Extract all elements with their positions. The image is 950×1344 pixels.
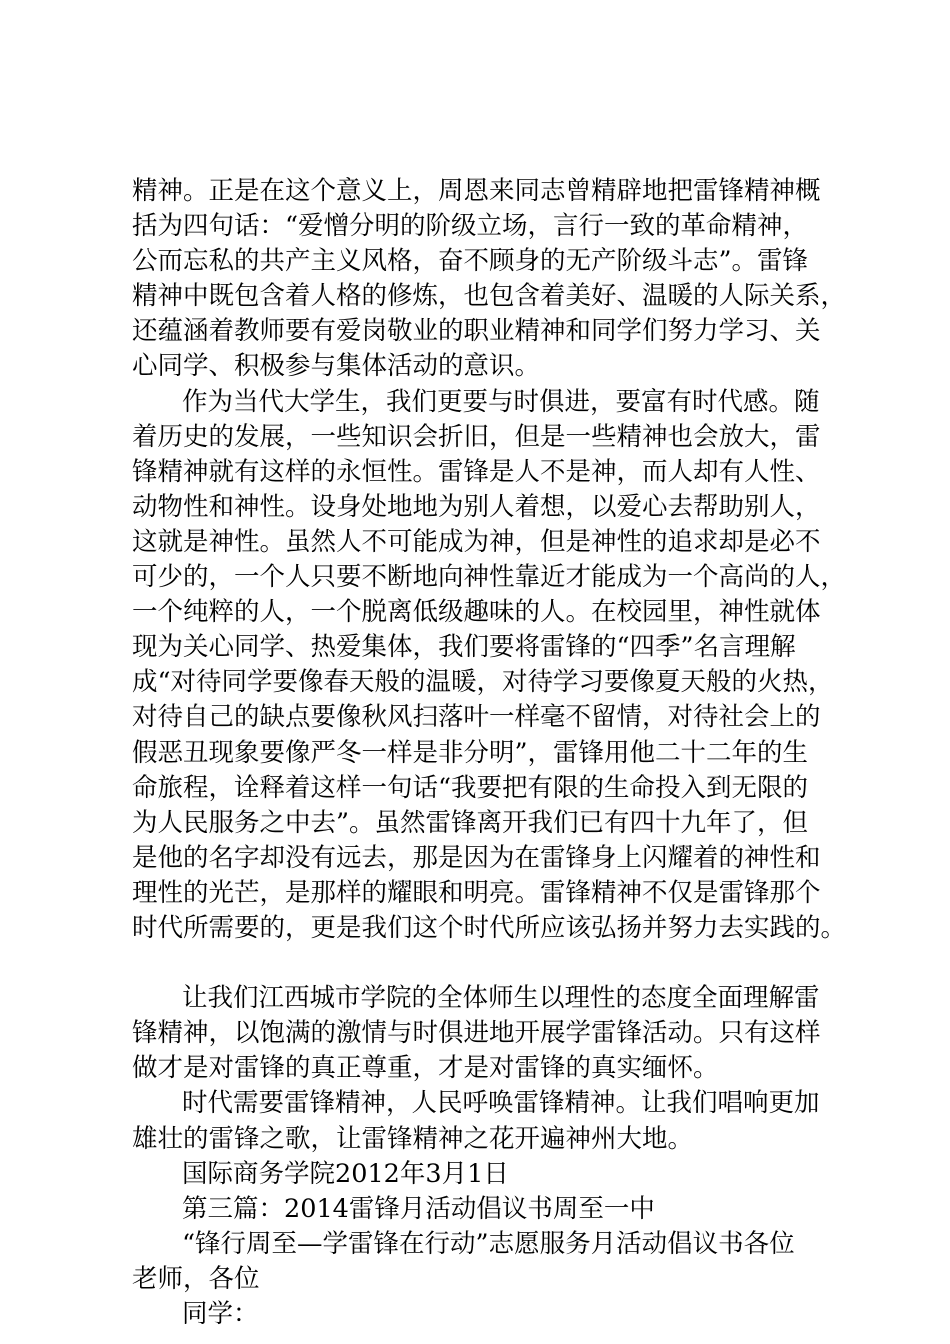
text-line: 理性的光芒，是那样的耀眼和明亮。雷锋精神不仅是雷锋那个 bbox=[132, 877, 821, 908]
text-line: 这就是神性。虽然人不可能成为神，但是神性的追求却是必不 bbox=[132, 526, 821, 557]
text-line: 动物性和神性。设身处地地为别人着想，以爱心去帮助别人， bbox=[132, 491, 821, 522]
text-line: 括为四句话：“爱憎分明的阶级立场，言行一致的革命精神， bbox=[132, 211, 809, 242]
paragraph-3 bbox=[132, 981, 852, 1086]
text-line: 心同学、积极参与集体活动的意识。 bbox=[132, 351, 541, 382]
paragraph-spacer bbox=[132, 946, 852, 981]
text-line: 公而忘私的共产主义风格，奋不顾身的无产阶级斗志”。雷锋 bbox=[132, 246, 809, 277]
section-heading: 第三篇：2014雷锋月活动倡议书周至一中 bbox=[182, 1193, 655, 1224]
text-line: 让我们江西城市学院的全体师生以理性的态度全面理解雷 bbox=[182, 983, 820, 1014]
text-line: “锋行周至—学雷锋在行动”志愿服务月活动倡议书各位 bbox=[182, 1228, 795, 1259]
paragraph-5 bbox=[132, 1227, 852, 1297]
text-line: 可少的，一个人只要不断地向神性靠近才能成为一个高尚的人， bbox=[132, 562, 847, 593]
text-line: 锋精神，以饱满的激情与时俱进地开展学雷锋活动。只有这样 bbox=[132, 1018, 821, 1049]
text-line: 对待自己的缺点要像秋风扫落叶一样毫不留情，对待社会上的 bbox=[132, 702, 821, 733]
text-line: 时代需要雷锋精神，人民呼唤雷锋精神。让我们唱响更加 bbox=[182, 1088, 820, 1119]
text-line: 精神中既包含着人格的修炼，也包含着美好、温暖的人际关系， bbox=[132, 281, 847, 312]
text-line: 雄壮的雷锋之歌，让雷锋精神之花开遍神州大地。 bbox=[132, 1123, 694, 1154]
paragraph-2 bbox=[132, 385, 852, 947]
text-line: 一个纯粹的人，一个脱离低级趣味的人。在校园里，神性就体 bbox=[132, 597, 821, 628]
text-line: 假恶丑现象要像严冬一样是非分明”，雷锋用他二十二年的生 bbox=[132, 737, 809, 768]
text-line: 做才是对雷锋的真正尊重，才是对雷锋的真实缅怀。 bbox=[132, 1053, 719, 1084]
signature-line: 国际商务学院2012年3月1日 bbox=[182, 1158, 509, 1189]
text-line: 着历史的发展，一些知识会折旧，但是一些精神也会放大，雷 bbox=[132, 421, 821, 452]
text-line: 为人民服务之中去”。虽然雷锋离开我们已有四十九年了，但 bbox=[132, 807, 809, 838]
text-line: 还蕴涵着教师要有爱岗敬业的职业精神和同学们努力学习、关 bbox=[132, 316, 821, 347]
paragraph-4 bbox=[132, 1086, 852, 1156]
text-line: 精神。正是在这个意义上，周恩来同志曾精辟地把雷锋精神概 bbox=[132, 176, 821, 206]
text-line: 锋精神就有这样的永恒性。雷锋是人不是神，而人却有人性、 bbox=[132, 456, 821, 487]
text-line: 命旅程，诠释着这样一句话“我要把有限的生命投入到无限的 bbox=[132, 772, 809, 803]
text-line: 老师，各位 bbox=[132, 1263, 260, 1294]
text-line: 是他的名字却没有远去，那是因为在雷锋身上闪耀着的神性和 bbox=[132, 842, 821, 873]
text-line: 现为关心同学、热爱集体，我们要将雷锋的“四季”名言理解 bbox=[132, 632, 796, 663]
text-line: 时代所需要的，更是我们这个时代所应该弘扬并努力去实践的。 bbox=[132, 912, 847, 943]
text-line: 成“对待同学要像春天般的温暖，对待学习要像夏天般的火热， bbox=[132, 667, 834, 698]
paragraph-1 bbox=[132, 174, 852, 385]
salutation-line: 同学： bbox=[182, 1299, 259, 1329]
document-body bbox=[132, 174, 852, 1332]
text-line: 作为当代大学生，我们更要与时俱进，要富有时代感。随 bbox=[182, 386, 820, 417]
